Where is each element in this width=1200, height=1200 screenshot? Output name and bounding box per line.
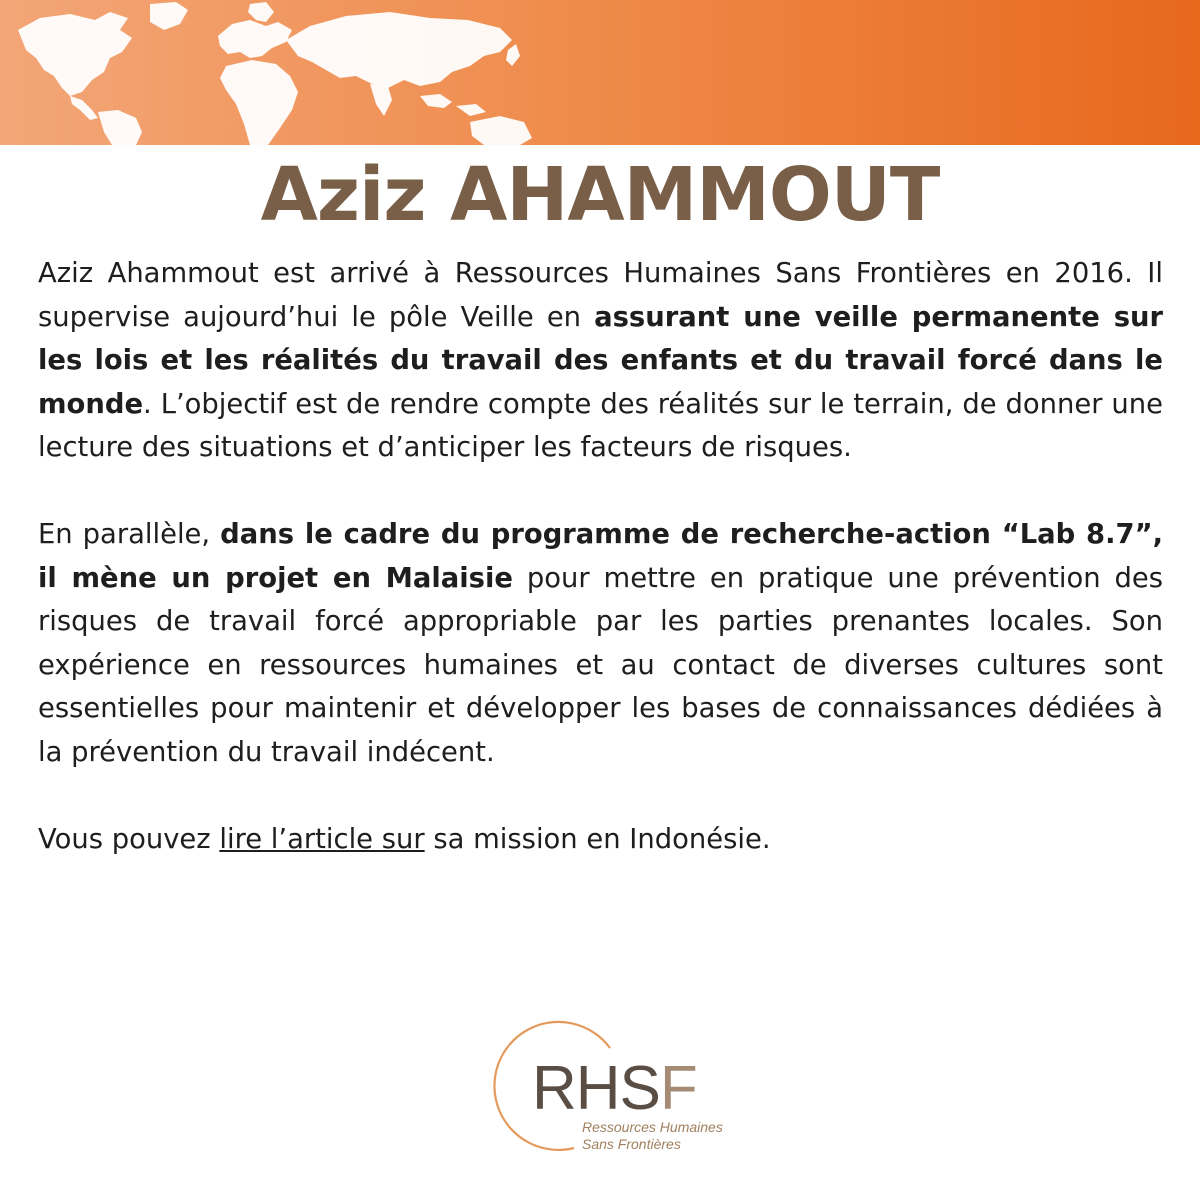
paragraph-article	[38, 818, 1163, 862]
logo-mark	[532, 1054, 697, 1124]
paragraph-intro-text-1: Aziz Ahammout est arrivé à Ressources Humaines Sans Frontières en 2016. Il supervise aujourd’hui le pôle Veille en	[38, 258, 1163, 333]
paragraph-article-text-2: sa mission en Indonésie.	[424, 823, 771, 855]
paragraph-project-bold: dans le cadre du programme de recherche-action “Lab 8.7”, il mène un projet en Malaisie	[38, 519, 1163, 594]
paragraph-intro-text-2: . L’objectif est de rendre compte des réalités sur le terrain, de donner une lecture des situations et d’anticiper les facteurs de risques.	[38, 388, 1163, 463]
page-title: Aziz AHAMMOUT	[260, 152, 940, 238]
logo-tagline-2: Sans Frontières	[582, 1136, 681, 1152]
logo-tagline-1: Ressources Humaines	[582, 1119, 723, 1135]
paragraph-project-text-1: En parallèle,	[38, 519, 221, 550]
logo-mark-accent: F	[659, 1054, 697, 1123]
logo-mark-main: RHS	[532, 1054, 660, 1123]
paragraph-intro	[38, 252, 1163, 470]
article-link[interactable]: lire l’article sur	[219, 823, 425, 855]
world-map-icon	[0, 0, 560, 145]
rhsf-logo	[482, 1016, 732, 1156]
paragraph-project	[38, 513, 1163, 774]
bio-text	[38, 252, 1163, 905]
paragraph-article-text-1: Vous pouvez	[38, 823, 220, 855]
paragraph-project-text-2: pour mettre en pratique une prévention des risques de travail forcé appropriable par les parties prenantes locales. Son expérience en ressources humaines et au contact de diverses cultures sont essentielles pour maintenir et développer les bases de connaissances dédiées à la prévention du travail indécent.	[38, 562, 1163, 768]
paragraph-intro-bold: assurant une veille permanente sur les lois et les réalités du travail des enfants et du travail forcé dans le monde	[38, 301, 1164, 420]
header-banner	[0, 0, 1200, 145]
